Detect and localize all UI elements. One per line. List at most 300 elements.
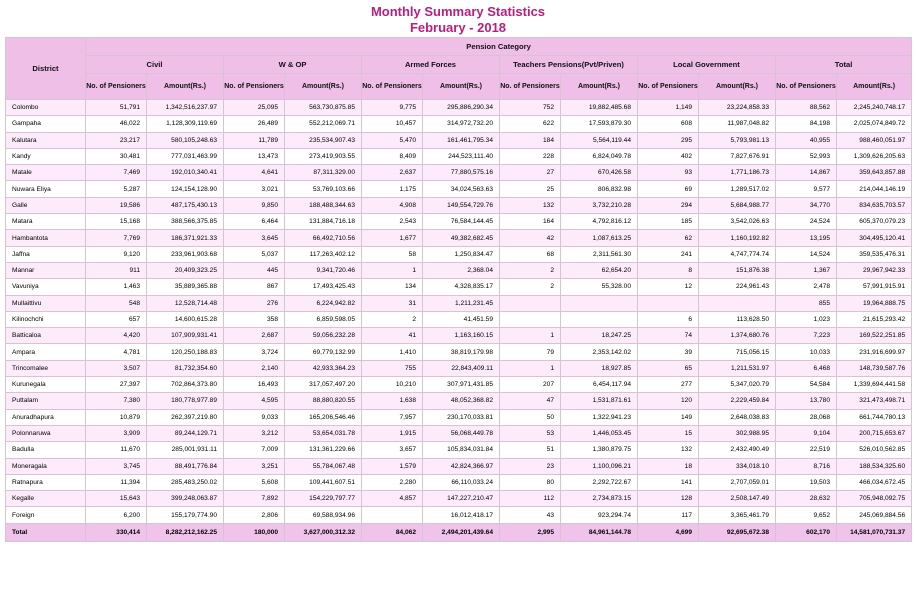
pensioners-cell: 3,021 xyxy=(224,181,285,197)
district-cell: Hambantota xyxy=(6,230,86,246)
pensioners-cell: 128 xyxy=(638,491,699,507)
group-header-civil: Civil xyxy=(86,56,224,74)
amount-cell: 17,493,425.43 xyxy=(285,279,362,295)
amount-cell: 230,170,033.81 xyxy=(423,409,500,425)
table-row xyxy=(6,181,912,197)
pensioners-cell: 13,195 xyxy=(776,230,837,246)
pensioners-cell: 185 xyxy=(638,214,699,230)
pensioners-cell: 117 xyxy=(638,507,699,523)
pensioners-cell: 1,677 xyxy=(362,230,423,246)
pensioners-cell: 3,507 xyxy=(86,360,147,376)
pensioners-cell: 3,909 xyxy=(86,425,147,441)
amount-cell: 388,566,375.85 xyxy=(147,214,224,230)
pensioners-cell: 7,892 xyxy=(224,491,285,507)
amount-cell: 186,371,921.33 xyxy=(147,230,224,246)
amount-cell: 55,328.00 xyxy=(561,279,638,295)
pensioners-cell: 5,608 xyxy=(224,474,285,490)
pensioners-cell: 2 xyxy=(500,279,561,295)
total-row xyxy=(6,523,912,541)
amount-cell: 81,732,354.60 xyxy=(147,360,224,376)
pensioners-cell xyxy=(638,295,699,311)
amount-cell: 154,229,797.77 xyxy=(285,491,362,507)
pensioners-cell: 5,287 xyxy=(86,181,147,197)
amount-cell: 4,328,835.17 xyxy=(423,279,500,295)
amount-cell: 5,684,988.77 xyxy=(699,197,776,213)
amount-cell: 2,245,240,748.17 xyxy=(837,100,912,116)
pensioners-cell: 402 xyxy=(638,148,699,164)
pensioners-cell: 9,577 xyxy=(776,181,837,197)
amount-cell: 304,495,120.41 xyxy=(837,230,912,246)
amount-cell: 38,819,179.98 xyxy=(423,344,500,360)
pensioners-cell: 6,200 xyxy=(86,507,147,523)
amount-cell xyxy=(699,295,776,311)
table-row xyxy=(6,360,912,376)
pensioners-cell: 4,641 xyxy=(224,165,285,181)
table-row xyxy=(6,507,912,523)
subheader-row xyxy=(6,74,912,100)
pensioners-cell: 25 xyxy=(500,181,561,197)
amount-cell: 399,248,063.87 xyxy=(147,491,224,507)
pensioners-cell: 7,769 xyxy=(86,230,147,246)
district-cell: Galle xyxy=(6,197,86,213)
amount-cell: 6,859,598.05 xyxy=(285,311,362,327)
pensioners-cell: 51,791 xyxy=(86,100,147,116)
pensioners-cell: 43 xyxy=(500,507,561,523)
table-row xyxy=(6,442,912,458)
statistics-table xyxy=(5,37,912,542)
amount-cell: 6,454,117.94 xyxy=(561,377,638,393)
amount-cell: 188,534,325.60 xyxy=(837,458,912,474)
pensioners-cell: 657 xyxy=(86,311,147,327)
pensioners-cell: 2 xyxy=(500,262,561,278)
amount-cell: 307,971,431.85 xyxy=(423,377,500,393)
pensioners-cell: 1,367 xyxy=(776,262,837,278)
district-cell: Mullaittivu xyxy=(6,295,86,311)
pensioners-cell: 295 xyxy=(638,132,699,148)
pensioners-cell: 9,120 xyxy=(86,246,147,262)
pensioners-cell: 11,670 xyxy=(86,442,147,458)
pensioners-cell: 42 xyxy=(500,230,561,246)
table-row xyxy=(6,262,912,278)
amount-cell: 48,052,368.82 xyxy=(423,393,500,409)
amount-cell: 9,341,720.46 xyxy=(285,262,362,278)
amount-cell: 302,988.95 xyxy=(699,425,776,441)
group-header-armed-forces: Armed Forces xyxy=(362,56,500,74)
amount-cell: 55,784,067.48 xyxy=(285,458,362,474)
amount-cell: 806,832.98 xyxy=(561,181,638,197)
amount-cell: 56,068,449.78 xyxy=(423,425,500,441)
table-row xyxy=(6,311,912,327)
amount-cell: 1,374,680.76 xyxy=(699,328,776,344)
pensioners-cell: 184 xyxy=(500,132,561,148)
amount-cell: 87,311,329.00 xyxy=(285,165,362,181)
pensioners-cell: 19,503 xyxy=(776,474,837,490)
amount-cell: 245,069,884.56 xyxy=(837,507,912,523)
amount-cell: 1,289,517.02 xyxy=(699,181,776,197)
total-pensioners-cell: 84,062 xyxy=(362,523,423,541)
amount-cell: 35,889,365.88 xyxy=(147,279,224,295)
amount-cell: 670,426.58 xyxy=(561,165,638,181)
amount-cell: 1,211,231.45 xyxy=(423,295,500,311)
district-cell: Badulla xyxy=(6,442,86,458)
pensioners-cell: 867 xyxy=(224,279,285,295)
pensioners-cell: 134 xyxy=(362,279,423,295)
amount-cell: 2,292,722.67 xyxy=(561,474,638,490)
table-row xyxy=(6,148,912,164)
table-row xyxy=(6,474,912,490)
total-label: Total xyxy=(6,523,86,541)
pensioners-cell: 241 xyxy=(638,246,699,262)
pensioners-cell: 13,780 xyxy=(776,393,837,409)
pensioners-cell: 6 xyxy=(638,311,699,327)
pensioners-cell: 51 xyxy=(500,442,561,458)
pensioners-cell: 2,543 xyxy=(362,214,423,230)
district-cell: Colombo xyxy=(6,100,86,116)
amount-cell: 5,793,981.13 xyxy=(699,132,776,148)
amount-cell: 165,206,546.46 xyxy=(285,409,362,425)
pensioners-cell: 22,519 xyxy=(776,442,837,458)
amount-cell: 69,588,934.96 xyxy=(285,507,362,523)
amount-cell: 317,057,497.20 xyxy=(285,377,362,393)
amount-cell: 19,882,485.68 xyxy=(561,100,638,116)
pensioners-cell: 15,643 xyxy=(86,491,147,507)
amount-cell: 552,212,069.71 xyxy=(285,116,362,132)
amount-cell: 295,886,290.34 xyxy=(423,100,500,116)
amount-header: Amount(Rs.) xyxy=(561,74,638,100)
pensioners-cell: 7,009 xyxy=(224,442,285,458)
total-amount-cell: 2,494,201,439.64 xyxy=(423,523,500,541)
amount-cell: 169,522,251.85 xyxy=(837,328,912,344)
amount-cell: 76,584,144.45 xyxy=(423,214,500,230)
pensioners-cell: 93 xyxy=(638,165,699,181)
amount-cell: 224,961.43 xyxy=(699,279,776,295)
pensioners-cell xyxy=(362,507,423,523)
table-row xyxy=(6,132,912,148)
amount-cell: 1,531,871.61 xyxy=(561,393,638,409)
pensioners-cell: 1,023 xyxy=(776,311,837,327)
pensioners-cell: 9,775 xyxy=(362,100,423,116)
amount-cell: 705,948,092.75 xyxy=(837,491,912,507)
amount-cell: 131,361,229.66 xyxy=(285,442,362,458)
table-row xyxy=(6,230,912,246)
pensioners-cell: 548 xyxy=(86,295,147,311)
pensioners-cell: 28,068 xyxy=(776,409,837,425)
amount-cell: 12,528,714.48 xyxy=(147,295,224,311)
pensioners-cell: 6,468 xyxy=(776,360,837,376)
table-header xyxy=(6,38,912,100)
amount-cell: 57,991,915.91 xyxy=(837,279,912,295)
amount-header: Amount(Rs.) xyxy=(423,74,500,100)
district-cell: Kilinochchi xyxy=(6,311,86,327)
pensioners-cell: 11,789 xyxy=(224,132,285,148)
pensioners-cell xyxy=(500,311,561,327)
pensioners-cell: 164 xyxy=(500,214,561,230)
pensioners-cell: 294 xyxy=(638,197,699,213)
pensioners-cell: 25,095 xyxy=(224,100,285,116)
amount-cell: 77,880,575.16 xyxy=(423,165,500,181)
total-pensioners-cell: 180,000 xyxy=(224,523,285,541)
amount-cell: 1,339,694,441.58 xyxy=(837,377,912,393)
amount-cell: 487,175,430.13 xyxy=(147,197,224,213)
pensioners-cell: 62 xyxy=(638,230,699,246)
amount-cell: 605,370,079.23 xyxy=(837,214,912,230)
pensioners-cell: 13,473 xyxy=(224,148,285,164)
pensioners-cell: 4,908 xyxy=(362,197,423,213)
amount-cell: 661,744,780.13 xyxy=(837,409,912,425)
page-subtitle: February - 2018 xyxy=(409,20,507,35)
amount-cell: 18,247.25 xyxy=(561,328,638,344)
amount-cell: 53,654,031.78 xyxy=(285,425,362,441)
amount-cell: 2,734,873.15 xyxy=(561,491,638,507)
no-of-pensioners-header: No. of Pensioners xyxy=(224,74,285,100)
amount-cell: 23,224,858.33 xyxy=(699,100,776,116)
pensioners-cell: 3,657 xyxy=(362,442,423,458)
pensioners-cell: 34,770 xyxy=(776,197,837,213)
table-body xyxy=(6,100,912,542)
table-row xyxy=(6,458,912,474)
amount-cell: 2,368.04 xyxy=(423,262,500,278)
pensioners-cell: 622 xyxy=(500,116,561,132)
pensioners-cell: 1,410 xyxy=(362,344,423,360)
amount-cell: 41,451.59 xyxy=(423,311,500,327)
amount-cell: 88,491,776.84 xyxy=(147,458,224,474)
pensioners-cell: 228 xyxy=(500,148,561,164)
pensioners-cell: 15,168 xyxy=(86,214,147,230)
amount-cell: 62,654.20 xyxy=(561,262,638,278)
pensioners-cell: 39 xyxy=(638,344,699,360)
table-row xyxy=(6,425,912,441)
district-cell: Ratnapura xyxy=(6,474,86,490)
amount-cell: 5,564,119.44 xyxy=(561,132,638,148)
pensioners-cell: 3,645 xyxy=(224,230,285,246)
amount-cell: 66,492,710.56 xyxy=(285,230,362,246)
amount-header: Amount(Rs.) xyxy=(147,74,224,100)
amount-cell: 321,473,498.71 xyxy=(837,393,912,409)
pensioners-cell: 132 xyxy=(500,197,561,213)
pensioners-cell: 28,632 xyxy=(776,491,837,507)
pensioners-cell: 1 xyxy=(362,262,423,278)
district-cell: Matale xyxy=(6,165,86,181)
amount-cell: 200,715,653.67 xyxy=(837,425,912,441)
pensioners-cell: 2,140 xyxy=(224,360,285,376)
pensioners-cell: 30,481 xyxy=(86,148,147,164)
amount-cell: 148,739,587.76 xyxy=(837,360,912,376)
amount-cell: 2,508,147.49 xyxy=(699,491,776,507)
pensioners-cell: 50 xyxy=(500,409,561,425)
pensioners-cell: 26,489 xyxy=(224,116,285,132)
amount-cell: 1,128,309,119.69 xyxy=(147,116,224,132)
pensioners-cell: 68 xyxy=(500,246,561,262)
pensioners-cell: 40,955 xyxy=(776,132,837,148)
amount-cell: 42,933,364.23 xyxy=(285,360,362,376)
amount-cell: 563,730,875.85 xyxy=(285,100,362,116)
pensioners-cell: 10,457 xyxy=(362,116,423,132)
no-of-pensioners-header: No. of Pensioners xyxy=(500,74,561,100)
pensioners-cell: 9,652 xyxy=(776,507,837,523)
pensioners-cell: 3,745 xyxy=(86,458,147,474)
pensioners-cell: 5,037 xyxy=(224,246,285,262)
amount-cell: 22,843,409.11 xyxy=(423,360,500,376)
amount-cell: 20,409,323.25 xyxy=(147,262,224,278)
total-pensioners-cell: 330,414 xyxy=(86,523,147,541)
amount-cell: 1,250,834.47 xyxy=(423,246,500,262)
pensioners-cell: 6,464 xyxy=(224,214,285,230)
total-pensioners-cell: 4,699 xyxy=(638,523,699,541)
group-header-w-op: W & OP xyxy=(224,56,362,74)
amount-cell: 188,488,344.63 xyxy=(285,197,362,213)
pensioners-cell: 149 xyxy=(638,409,699,425)
table-row xyxy=(6,328,912,344)
amount-cell: 3,732,210.28 xyxy=(561,197,638,213)
amount-cell: 16,012,418.17 xyxy=(423,507,500,523)
pensioners-cell: 8,716 xyxy=(776,458,837,474)
pensioners-cell: 54,584 xyxy=(776,377,837,393)
table-row xyxy=(6,344,912,360)
pensioners-cell: 1,463 xyxy=(86,279,147,295)
pensioners-cell: 46,022 xyxy=(86,116,147,132)
amount-cell: 285,483,250.02 xyxy=(147,474,224,490)
pensioners-cell: 3,724 xyxy=(224,344,285,360)
pensioners-cell: 3,251 xyxy=(224,458,285,474)
amount-cell: 5,347,020.79 xyxy=(699,377,776,393)
pensioners-cell: 8 xyxy=(638,262,699,278)
amount-cell: 1,446,053.45 xyxy=(561,425,638,441)
amount-cell: 1,309,626,205.63 xyxy=(837,148,912,164)
pensioners-cell: 1 xyxy=(500,328,561,344)
pensioners-cell: 4,857 xyxy=(362,491,423,507)
amount-cell: 2,707,059.01 xyxy=(699,474,776,490)
amount-cell: 702,864,373.80 xyxy=(147,377,224,393)
group-header-local-government: Local Government xyxy=(638,56,776,74)
pensioners-cell: 12 xyxy=(638,279,699,295)
amount-cell: 1,100,096.21 xyxy=(561,458,638,474)
amount-cell: 29,967,942.33 xyxy=(837,262,912,278)
pensioners-cell: 23,217 xyxy=(86,132,147,148)
pensioners-cell: 16,493 xyxy=(224,377,285,393)
pensioners-cell: 2 xyxy=(362,311,423,327)
pensioners-cell: 9,850 xyxy=(224,197,285,213)
table-row xyxy=(6,295,912,311)
amount-cell: 988,460,051.97 xyxy=(837,132,912,148)
amount-cell: 7,827,676.91 xyxy=(699,148,776,164)
amount-cell: 1,771,186.73 xyxy=(699,165,776,181)
amount-cell: 89,244,129.71 xyxy=(147,425,224,441)
amount-cell: 59,056,232.28 xyxy=(285,328,362,344)
district-cell: Matara xyxy=(6,214,86,230)
pensioners-cell: 69 xyxy=(638,181,699,197)
total-amount-cell: 14,581,070,731.37 xyxy=(837,523,912,541)
amount-cell: 14,600,615.28 xyxy=(147,311,224,327)
amount-cell: 151,876.38 xyxy=(699,262,776,278)
pensioners-cell: 10,033 xyxy=(776,344,837,360)
pensioners-cell: 10,210 xyxy=(362,377,423,393)
district-cell: Polonnaruwa xyxy=(6,425,86,441)
pensioners-cell: 207 xyxy=(500,377,561,393)
amount-cell: 34,024,563.63 xyxy=(423,181,500,197)
amount-cell: 580,105,248.63 xyxy=(147,132,224,148)
amount-cell: 923,294.74 xyxy=(561,507,638,523)
amount-cell: 49,382,682.45 xyxy=(423,230,500,246)
pensioners-cell: 4,420 xyxy=(86,328,147,344)
pensioners-cell: 1,579 xyxy=(362,458,423,474)
pensioners-cell: 276 xyxy=(224,295,285,311)
pensioners-cell xyxy=(500,295,561,311)
district-cell: Kalutara xyxy=(6,132,86,148)
amount-cell: 11,987,048.82 xyxy=(699,116,776,132)
pensioners-cell: 755 xyxy=(362,360,423,376)
pensioners-cell: 358 xyxy=(224,311,285,327)
amount-cell: 1,211,531.97 xyxy=(699,360,776,376)
pensioners-cell: 15 xyxy=(638,425,699,441)
amount-cell: 155,179,774.90 xyxy=(147,507,224,523)
pensioners-cell: 7,469 xyxy=(86,165,147,181)
amount-cell: 314,972,732.20 xyxy=(423,116,500,132)
district-cell: Foreign xyxy=(6,507,86,523)
district-cell: Ampara xyxy=(6,344,86,360)
pensioners-cell: 9,104 xyxy=(776,425,837,441)
amount-cell: 105,834,031.84 xyxy=(423,442,500,458)
no-of-pensioners-header: No. of Pensioners xyxy=(86,74,147,100)
amount-cell: 18,927.85 xyxy=(561,360,638,376)
district-cell: Moneragala xyxy=(6,458,86,474)
pensioners-cell: 80 xyxy=(500,474,561,490)
district-cell: Puttalam xyxy=(6,393,86,409)
pensioners-cell: 2,687 xyxy=(224,328,285,344)
amount-cell: 285,001,931.11 xyxy=(147,442,224,458)
pensioners-cell: 752 xyxy=(500,100,561,116)
pensioners-cell: 27,397 xyxy=(86,377,147,393)
pensioners-cell: 2,280 xyxy=(362,474,423,490)
pensioners-cell: 1,915 xyxy=(362,425,423,441)
pensioners-cell: 855 xyxy=(776,295,837,311)
district-cell: Jaffna xyxy=(6,246,86,262)
group-header-total: Total xyxy=(776,56,912,74)
total-pensioners-cell: 602,170 xyxy=(776,523,837,541)
table-row xyxy=(6,377,912,393)
amount-header: Amount(Rs.) xyxy=(285,74,362,100)
amount-cell: 2,229,459.84 xyxy=(699,393,776,409)
pensioners-cell: 3,212 xyxy=(224,425,285,441)
amount-cell: 42,824,366.97 xyxy=(423,458,500,474)
amount-cell: 262,397,219.80 xyxy=(147,409,224,425)
pensioners-cell: 52,993 xyxy=(776,148,837,164)
table-row xyxy=(6,246,912,262)
district-cell: Kegalle xyxy=(6,491,86,507)
pensioners-cell: 1,175 xyxy=(362,181,423,197)
district-cell: Batticaloa xyxy=(6,328,86,344)
table-row xyxy=(6,100,912,116)
amount-cell: 359,643,857.88 xyxy=(837,165,912,181)
amount-cell xyxy=(561,311,638,327)
amount-cell: 109,441,607.51 xyxy=(285,474,362,490)
pensioners-cell: 84,198 xyxy=(776,116,837,132)
pensioners-cell: 19,586 xyxy=(86,197,147,213)
amount-cell: 161,461,795.34 xyxy=(423,132,500,148)
district-header: District xyxy=(6,38,86,100)
total-amount-cell: 8,282,212,162.25 xyxy=(147,523,224,541)
pensioners-cell: 277 xyxy=(638,377,699,393)
amount-cell: 2,311,561.30 xyxy=(561,246,638,262)
amount-cell: 117,263,402.12 xyxy=(285,246,362,262)
pensioners-cell: 7,957 xyxy=(362,409,423,425)
pensioners-cell: 7,223 xyxy=(776,328,837,344)
pensioners-cell: 112 xyxy=(500,491,561,507)
pensioners-cell: 5,470 xyxy=(362,132,423,148)
pensioners-cell: 8,409 xyxy=(362,148,423,164)
amount-cell: 131,884,716.18 xyxy=(285,214,362,230)
amount-cell: 4,792,816.12 xyxy=(561,214,638,230)
amount-cell: 4,747,774.74 xyxy=(699,246,776,262)
